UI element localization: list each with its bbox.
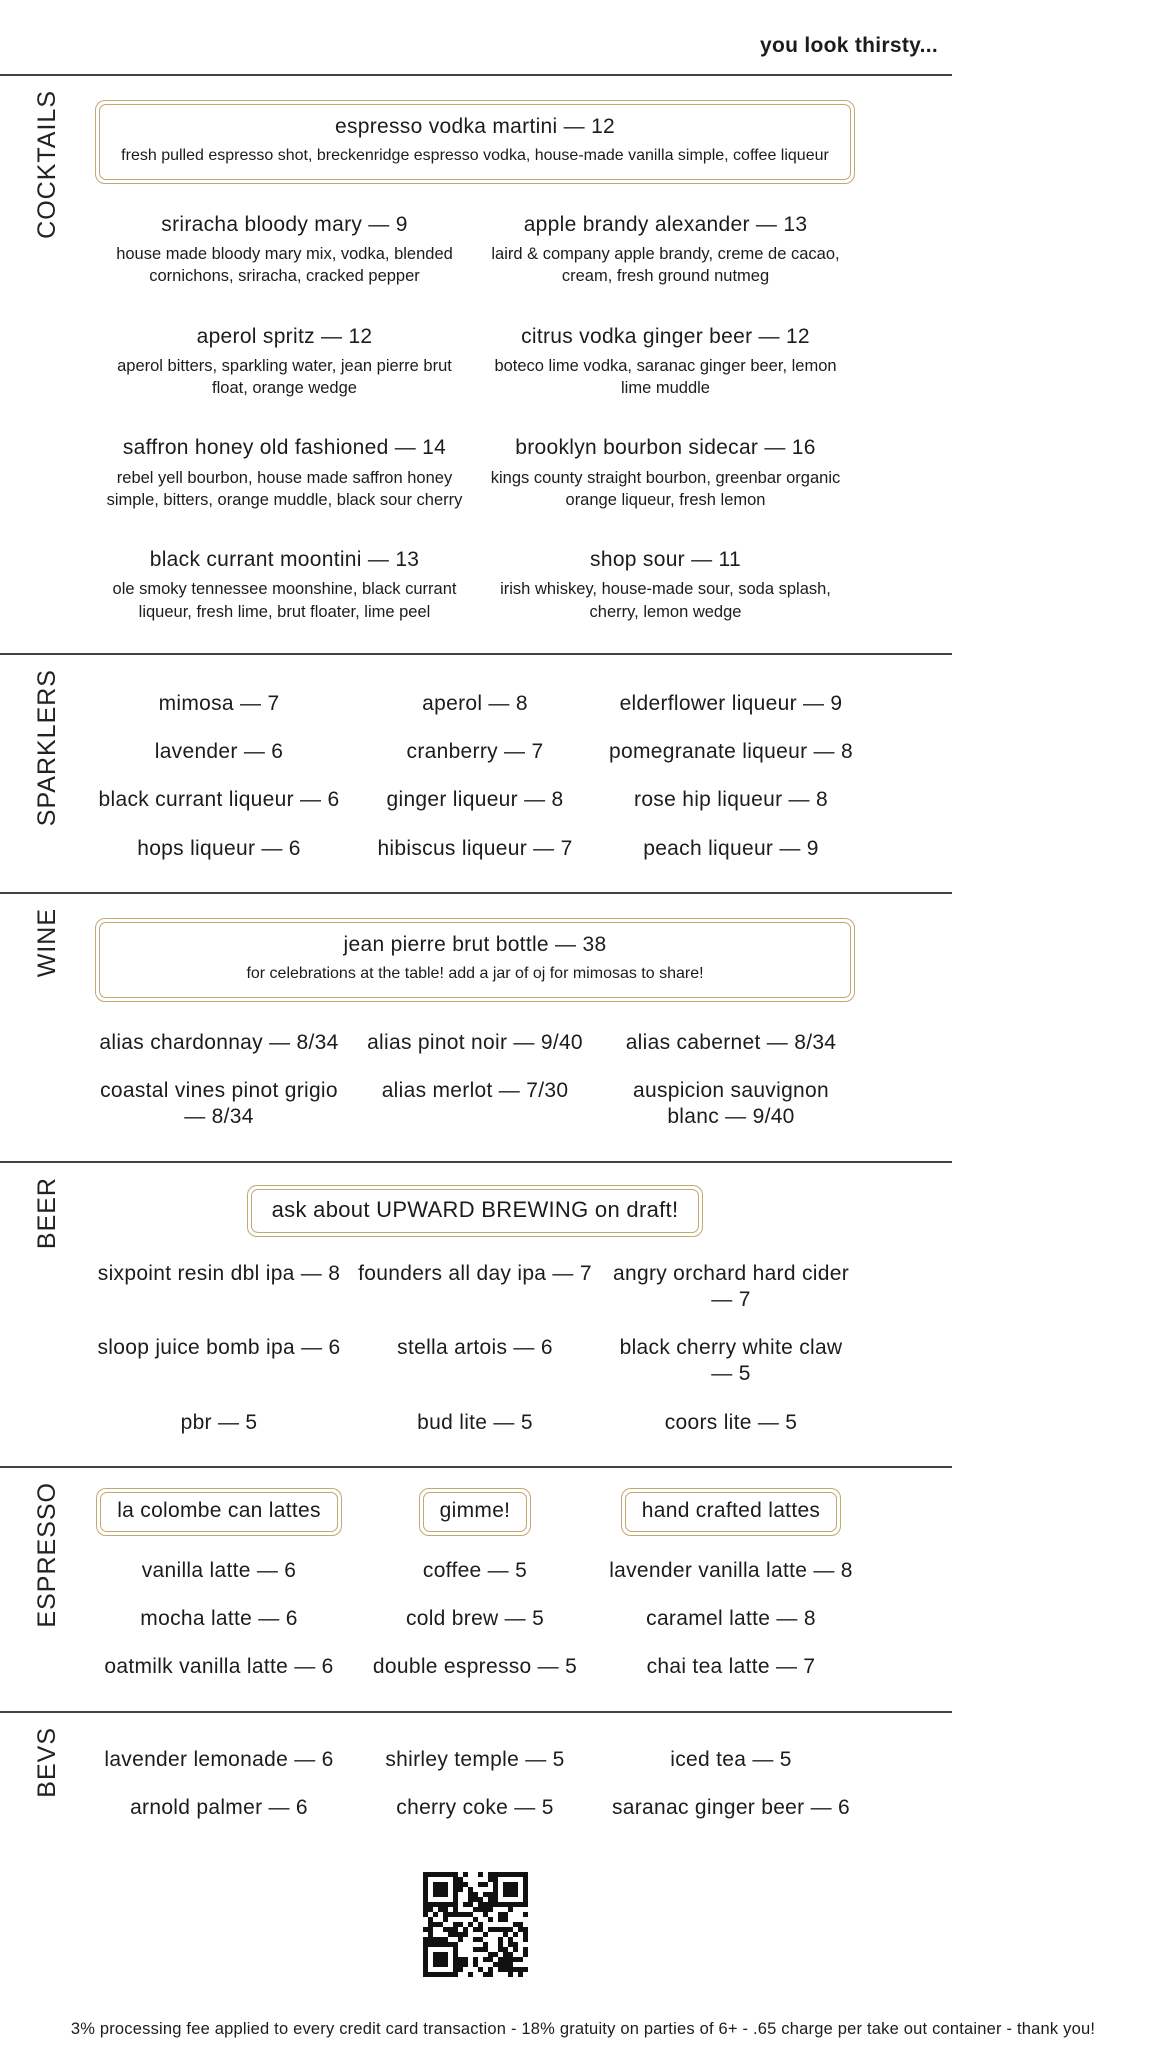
menu-item: stella artois — 6 (397, 1336, 553, 1360)
menu-item: saranac ginger beer — 6 (611, 1795, 851, 1819)
menu-item: elderflower liqueur — 9 (619, 691, 843, 715)
menu-item: auspicion sauvignon blanc — 9/40 (632, 1079, 829, 1129)
espresso-header: la colombe can lattes (100, 1492, 338, 1532)
espresso-grid (95, 1488, 855, 1681)
section-label-beer: BEER (33, 1176, 61, 1249)
menu-item-desc: house made bloody mary mix, vodka, blended cornichons, sriracha, cracked pepper (116, 245, 453, 286)
menu-item-desc: rebel yell bourbon, house made saffron honey simple, bitters, orange muddle, black sour cherry (106, 468, 463, 509)
wine-content (95, 894, 855, 1161)
section-label-cocktails: COCKTAILS (33, 90, 61, 239)
menu-item: cranberry — 7 (406, 740, 544, 764)
wine-grid (95, 1030, 855, 1131)
menu-item: cold brew — 5 (405, 1607, 545, 1631)
menu-item (99, 212, 470, 288)
menu-item: iced tea — 5 (670, 1747, 792, 1771)
qr-wrap (95, 1867, 855, 1982)
menu-item: rose hip liqueur — 8 (634, 788, 828, 812)
section-cocktails (0, 74, 952, 653)
espresso-header-box (96, 1488, 342, 1536)
menu-item-name: citrus vodka ginger beer — 12 (521, 324, 810, 348)
featured-cocktail (99, 104, 851, 180)
menu-item: mocha latte — 6 (140, 1607, 298, 1631)
beer-banner: ask about UPWARD BREWING on draft! (251, 1189, 700, 1233)
section-wine (0, 892, 952, 1161)
menu-item: mimosa — 7 (158, 691, 280, 715)
section-rail-sparklers (0, 655, 95, 892)
espresso-header: gimme! (423, 1492, 528, 1532)
featured-wine (99, 922, 851, 998)
beer-banner-box (247, 1185, 704, 1237)
menu-item: black currant liqueur — 6 (98, 788, 340, 812)
menu-item (480, 212, 851, 288)
qr-code (418, 1867, 533, 1982)
menu-item (480, 324, 851, 400)
menu-item: double espresso — 5 (372, 1655, 578, 1679)
espresso-content (95, 1468, 855, 1711)
cocktails-content (95, 76, 855, 653)
menu-item-desc: laird & company apple brandy, creme de cacao, cream, fresh ground nutmeg (491, 245, 840, 286)
menu-item: coors lite — 5 (664, 1410, 798, 1434)
menu-item: bud lite — 5 (417, 1410, 533, 1434)
cocktails-grid (95, 212, 855, 623)
section-label-bevs: BEVS (33, 1726, 61, 1798)
menu-item: hibiscus liqueur — 7 (377, 836, 573, 860)
beer-grid (95, 1261, 855, 1436)
menu-item-name: brooklyn bourbon sidecar — 16 (515, 436, 816, 460)
section-rail-espresso (0, 1468, 95, 1711)
menu-item: sixpoint resin dbl ipa — 8 (97, 1261, 341, 1285)
sparklers-content (95, 655, 855, 892)
section-espresso (0, 1466, 952, 1711)
menu-item-name: sriracha bloody mary — 9 (161, 212, 408, 236)
menu-item-desc: boteco lime vodka, saranac ginger beer, lemon lime muddle (494, 356, 837, 398)
menu-item-desc: irish whiskey, house-made sour, soda splash, cherry, lemon wedge (500, 580, 831, 621)
menu-item: hops liqueur — 6 (137, 836, 301, 860)
section-rail-bevs (0, 1713, 95, 2013)
menu-item: angry orchard hard cider — 7 (613, 1261, 849, 1311)
menu-item-name: black currant moontini — 13 (149, 548, 420, 572)
menu-item: founders all day ipa — 7 (358, 1261, 592, 1285)
menu-item: vanilla latte — 6 (141, 1558, 297, 1582)
menu-item: coffee — 5 (422, 1558, 528, 1582)
menu-item: alias pinot noir — 9/40 (367, 1030, 583, 1054)
menu-item: lavender lemonade — 6 (104, 1747, 334, 1771)
footer-note: 3% processing fee applied to every credit card transaction - 18% gratuity on parties of 6+ - .65 charge per take out container - thank you! (70, 2020, 1096, 2039)
menu-item: chai tea latte — 7 (646, 1655, 816, 1679)
section-beer (0, 1161, 952, 1466)
menu-item: alias chardonnay — 8/34 (99, 1030, 339, 1054)
menu-item-desc: for celebrations at the table! add a jar of oj for mimosas to share! (246, 965, 704, 983)
menu-item: cherry coke — 5 (396, 1795, 554, 1819)
section-sparklers (0, 653, 952, 892)
espresso-header: hand crafted lattes (625, 1492, 837, 1532)
menu-item-name: espresso vodka martini — 12 (334, 115, 616, 138)
menu-item: oatmilk vanilla latte — 6 (104, 1655, 334, 1679)
menu-item: lavender vanilla latte — 8 (609, 1558, 853, 1582)
espresso-header-wrap (95, 1488, 343, 1536)
menu-item: ginger liqueur — 8 (386, 788, 564, 812)
section-label-sparklers: SPARKLERS (33, 668, 61, 827)
menu-item (99, 547, 470, 623)
menu-item-name: jean pierre brut bottle — 38 (343, 932, 607, 956)
menu-item-name: shop sour — 11 (590, 548, 741, 572)
bevs-content (95, 1713, 855, 2013)
menu-item-name: apple brandy alexander — 13 (523, 212, 808, 236)
section-rail-wine (0, 894, 95, 1161)
menu-item: caramel latte — 8 (646, 1607, 816, 1631)
menu-item (99, 435, 470, 511)
menu-item: pomegranate liqueur — 8 (609, 740, 853, 764)
espresso-header-box (419, 1488, 532, 1536)
espresso-header-wrap (351, 1488, 599, 1536)
espresso-column (607, 1488, 855, 1681)
menu-item: alias cabernet — 8/34 (625, 1030, 837, 1054)
menu-item: shirley temple — 5 (385, 1747, 565, 1771)
menu-item: coastal vines pinot grigio — 8/34 (100, 1079, 338, 1129)
menu-item-desc: aperol bitters, sparkling water, jean pierre brut float, orange wedge (117, 356, 452, 398)
menu-item (480, 435, 851, 511)
section-rail-cocktails (0, 76, 95, 653)
espresso-column (95, 1488, 343, 1681)
menu-item: lavender — 6 (154, 740, 284, 764)
menu-item: pbr — 5 (180, 1410, 258, 1434)
tagline-row (0, 0, 952, 74)
menu-item (99, 324, 470, 400)
bevs-grid (95, 1747, 855, 1822)
featured-cocktail-box (95, 100, 855, 184)
tagline: you look thirsty... (760, 34, 938, 57)
espresso-header-box (621, 1488, 841, 1536)
section-label-espresso: ESPRESSO (33, 1481, 61, 1628)
menu-item: arnold palmer — 6 (130, 1795, 308, 1819)
menu-item: peach liqueur — 9 (643, 836, 819, 860)
menu-item: aperol — 8 (422, 691, 528, 715)
section-rail-beer (0, 1163, 95, 1466)
menu-item (480, 547, 851, 623)
menu-item-name: saffron honey old fashioned — 14 (122, 436, 447, 460)
section-bevs (0, 1711, 952, 2013)
menu-item: black cherry white claw — 5 (619, 1336, 843, 1386)
menu-item-name: aperol spritz — 12 (196, 324, 373, 348)
menu-item-desc: ole smoky tennessee moonshine, black currant liqueur, fresh lime, brut floater, lime peel (112, 580, 457, 621)
sparklers-grid (95, 691, 855, 862)
beer-banner-wrap (95, 1185, 855, 1237)
menu-item-desc: kings county straight bourbon, greenbar organic orange liqueur, fresh lemon (490, 468, 841, 509)
menu-item: alias merlot — 7/30 (381, 1079, 569, 1103)
beer-content (95, 1163, 855, 1466)
menu-item-desc: fresh pulled espresso shot, breckenridge espresso vodka, house-made vanilla simple, coffee liqueur (121, 147, 829, 165)
featured-wine-box (95, 918, 855, 1002)
espresso-column (351, 1488, 599, 1681)
section-label-wine: WINE (33, 907, 61, 978)
menu-item: sloop juice bomb ipa — 6 (97, 1336, 341, 1360)
espresso-header-wrap (607, 1488, 855, 1536)
